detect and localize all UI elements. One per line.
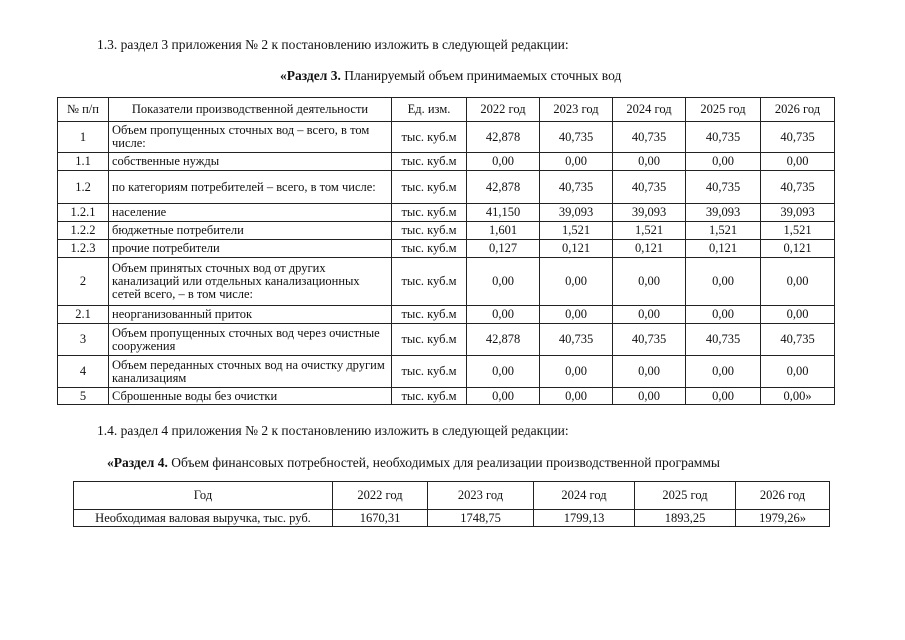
section-3-title-bold: «Раздел 3. bbox=[280, 68, 341, 83]
value-2026: 0,00 bbox=[761, 306, 835, 324]
value-2022: 0,00 bbox=[467, 258, 540, 306]
table-row bbox=[58, 153, 835, 171]
section-3-title-text: Планируемый объем принимаемых сточных вод bbox=[340, 68, 622, 83]
section-4-title-bold: «Раздел 4. bbox=[107, 455, 168, 470]
table-row bbox=[58, 240, 835, 258]
table-row bbox=[58, 388, 835, 405]
header-year: Год bbox=[74, 482, 333, 510]
value-2023: 0,00 bbox=[540, 306, 613, 324]
value-2025: 0,00 bbox=[686, 153, 761, 171]
table-row bbox=[58, 222, 835, 240]
row-name: прочие потребители bbox=[109, 240, 392, 258]
value-2025: 1893,25 bbox=[635, 510, 736, 527]
value-2022: 42,878 bbox=[467, 171, 540, 204]
value-2026: 0,121 bbox=[761, 240, 835, 258]
header-2022: 2022 год bbox=[467, 98, 540, 122]
row-num: 3 bbox=[58, 324, 109, 356]
value-2023: 1748,75 bbox=[428, 510, 534, 527]
table-row bbox=[58, 171, 835, 204]
value-2025: 39,093 bbox=[686, 204, 761, 222]
value-2024: 40,735 bbox=[613, 171, 686, 204]
value-2025: 0,121 bbox=[686, 240, 761, 258]
value-2024: 39,093 bbox=[613, 204, 686, 222]
header-2022: 2022 год bbox=[333, 482, 428, 510]
row-num: 2 bbox=[58, 258, 109, 306]
header-2024: 2024 год bbox=[613, 98, 686, 122]
table-row bbox=[74, 510, 830, 527]
value-2022: 42,878 bbox=[467, 122, 540, 153]
row-num: 1.2.1 bbox=[58, 204, 109, 222]
value-2024: 40,735 bbox=[613, 122, 686, 153]
row-unit: тыс. куб.м bbox=[392, 204, 467, 222]
header-2024: 2024 год bbox=[534, 482, 635, 510]
header-indicator: Показатели производственной деятельности bbox=[109, 98, 392, 122]
row-name: население bbox=[109, 204, 392, 222]
row-num: 1.1 bbox=[58, 153, 109, 171]
value-2024: 0,00 bbox=[613, 356, 686, 388]
table-row bbox=[58, 204, 835, 222]
value-2023: 1,521 bbox=[540, 222, 613, 240]
row-unit: тыс. куб.м bbox=[392, 356, 467, 388]
section-4-title-text: Объем финансовых потребностей, необходимых для реализации производственной программы bbox=[167, 455, 720, 470]
value-2025: 0,00 bbox=[686, 306, 761, 324]
value-2026: 40,735 bbox=[761, 122, 835, 153]
header-2023: 2023 год bbox=[428, 482, 534, 510]
value-2024: 1,521 bbox=[613, 222, 686, 240]
header-2026: 2026 год bbox=[761, 98, 835, 122]
value-2026: 1,521 bbox=[761, 222, 835, 240]
table-header-row bbox=[74, 482, 830, 510]
value-2023: 40,735 bbox=[540, 171, 613, 204]
table-row bbox=[58, 324, 835, 356]
value-2026: 0,00» bbox=[761, 388, 835, 405]
value-2022: 1670,31 bbox=[333, 510, 428, 527]
row-name: неорганизованный приток bbox=[109, 306, 392, 324]
row-unit: тыс. куб.м bbox=[392, 324, 467, 356]
value-2022: 41,150 bbox=[467, 204, 540, 222]
value-2023: 0,121 bbox=[540, 240, 613, 258]
row-num: 4 bbox=[58, 356, 109, 388]
value-2025: 0,00 bbox=[686, 258, 761, 306]
value-2022: 0,127 bbox=[467, 240, 540, 258]
header-unit: Ед. изм. bbox=[392, 98, 467, 122]
value-2024: 0,00 bbox=[613, 153, 686, 171]
value-2023: 0,00 bbox=[540, 258, 613, 306]
row-name: бюджетные потребители bbox=[109, 222, 392, 240]
row-unit: тыс. куб.м bbox=[392, 306, 467, 324]
row-unit: тыс. куб.м bbox=[392, 222, 467, 240]
value-2023: 0,00 bbox=[540, 356, 613, 388]
row-num: 1.2 bbox=[58, 171, 109, 204]
value-2026: 1979,26» bbox=[736, 510, 830, 527]
row-num: 5 bbox=[58, 388, 109, 405]
value-2026: 0,00 bbox=[761, 153, 835, 171]
value-2023: 0,00 bbox=[540, 153, 613, 171]
row-name: по категориям потребителей – всего, в том числе: bbox=[109, 171, 392, 204]
value-2022: 1,601 bbox=[467, 222, 540, 240]
value-2022: 42,878 bbox=[467, 324, 540, 356]
value-2023: 0,00 bbox=[540, 388, 613, 405]
value-2023: 40,735 bbox=[540, 324, 613, 356]
section-4-table bbox=[73, 481, 830, 527]
value-2025: 40,735 bbox=[686, 324, 761, 356]
row-name: Объем принятых сточных вод от других канализаций или отдельных канализационных сетей всего, – в том числе: bbox=[109, 258, 392, 306]
paragraph-1-4: 1.4. раздел 4 приложения № 2 к постановлению изложить в следующей редакции: bbox=[97, 423, 569, 438]
header-2026: 2026 год bbox=[736, 482, 830, 510]
table-row bbox=[58, 122, 835, 153]
value-2025: 40,735 bbox=[686, 171, 761, 204]
row-num: 1 bbox=[58, 122, 109, 153]
row-num: 1.2.3 bbox=[58, 240, 109, 258]
row-unit: тыс. куб.м bbox=[392, 153, 467, 171]
value-2026: 40,735 bbox=[761, 171, 835, 204]
header-num: № п/п bbox=[58, 98, 109, 122]
value-2025: 0,00 bbox=[686, 388, 761, 405]
value-2022: 0,00 bbox=[467, 306, 540, 324]
section-3-table bbox=[57, 97, 835, 405]
table-row bbox=[58, 258, 835, 306]
row-name: Объем пропущенных сточных вод через очистные сооружения bbox=[109, 324, 392, 356]
value-2024: 0,121 bbox=[613, 240, 686, 258]
header-2025: 2025 год bbox=[635, 482, 736, 510]
paragraph-1-3: 1.3. раздел 3 приложения № 2 к постановлению изложить в следующей редакции: bbox=[97, 37, 569, 52]
table-row bbox=[58, 306, 835, 324]
section-3-title bbox=[280, 68, 621, 84]
row-num: 2.1 bbox=[58, 306, 109, 324]
value-2025: 0,00 bbox=[686, 356, 761, 388]
header-2025: 2025 год bbox=[686, 98, 761, 122]
value-2025: 40,735 bbox=[686, 122, 761, 153]
value-2024: 40,735 bbox=[613, 324, 686, 356]
value-2024: 1799,13 bbox=[534, 510, 635, 527]
row-unit: тыс. куб.м bbox=[392, 388, 467, 405]
value-2023: 40,735 bbox=[540, 122, 613, 153]
value-2025: 1,521 bbox=[686, 222, 761, 240]
value-2022: 0,00 bbox=[467, 153, 540, 171]
value-2026: 39,093 bbox=[761, 204, 835, 222]
value-2026: 40,735 bbox=[761, 324, 835, 356]
row-unit: тыс. куб.м bbox=[392, 171, 467, 204]
row-name: Объем пропущенных сточных вод – всего, в том числе: bbox=[109, 122, 392, 153]
value-2023: 39,093 bbox=[540, 204, 613, 222]
value-2022: 0,00 bbox=[467, 388, 540, 405]
value-2024: 0,00 bbox=[613, 388, 686, 405]
row-unit: тыс. куб.м bbox=[392, 240, 467, 258]
section-4-title bbox=[107, 455, 720, 471]
row-num: 1.2.2 bbox=[58, 222, 109, 240]
table-header-row bbox=[58, 98, 835, 122]
row-name: Сброшенные воды без очистки bbox=[109, 388, 392, 405]
row-unit: тыс. куб.м bbox=[392, 122, 467, 153]
row-label: Необходимая валовая выручка, тыс. руб. bbox=[74, 510, 333, 527]
row-name: Объем переданных сточных вод на очистку другим канализациям bbox=[109, 356, 392, 388]
value-2024: 0,00 bbox=[613, 258, 686, 306]
header-2023: 2023 год bbox=[540, 98, 613, 122]
value-2026: 0,00 bbox=[761, 356, 835, 388]
row-unit: тыс. куб.м bbox=[392, 258, 467, 306]
value-2022: 0,00 bbox=[467, 356, 540, 388]
table-row bbox=[58, 356, 835, 388]
value-2026: 0,00 bbox=[761, 258, 835, 306]
value-2024: 0,00 bbox=[613, 306, 686, 324]
row-name: собственные нужды bbox=[109, 153, 392, 171]
